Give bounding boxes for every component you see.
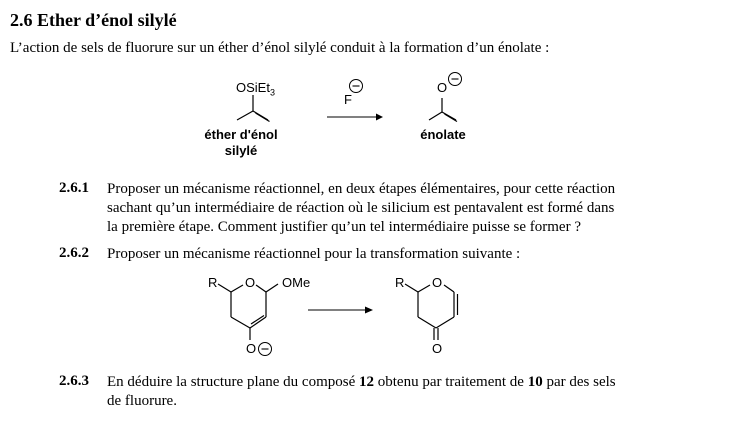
fluoride-label: F [344, 92, 352, 107]
question-number-2-6-3: 2.6.3 [59, 373, 89, 389]
ketone-oxygen-label: O [432, 341, 443, 356]
ring-oxygen-label: O [245, 275, 256, 290]
question-text-2-6-2: Proposer un mécanisme réactionnel pour la transformation suivante : [107, 246, 521, 262]
product-caption: énolate [420, 127, 466, 142]
r-substituent-label: R [208, 275, 218, 290]
reaction-arrow-1 [326, 112, 386, 122]
methoxy-label: OMe [282, 275, 311, 290]
question-number-2-6-2: 2.6.2 [59, 245, 89, 261]
intro-paragraph: L’action de sels de fluorure sur un éther d’énol silylé conduit à la formation d’un énolate : [10, 40, 550, 56]
question-text-2-6-1: Proposer un mécanisme réactionnel, en deux étapes élémentaires, pour cette réaction sachant qu’un intermédiaire de réaction où le silicium est pentavalent est formé dans la première étape. Comment justifier qu’un tel intermédiaire puisse se former ? [107, 181, 616, 235]
negative-charge-icon [257, 341, 273, 357]
product-ring-oxygen-label: O [432, 275, 443, 290]
question-number-2-6-1: 2.6.1 [59, 180, 89, 196]
reaction-arrow-2 [307, 305, 377, 315]
enolate-o-label: O [437, 80, 448, 95]
enolate-structure [420, 82, 480, 132]
negative-charge-icon [447, 71, 463, 87]
reactant-caption: éther d'énol silylé [204, 127, 278, 158]
product-r-label: R [395, 275, 405, 290]
question-text-2-6-3: En déduire la structure plane du composé 12 obtenu par traitement de 10 par des sels de fluorure. [107, 374, 616, 409]
enolate-oxygen-label: O [246, 341, 257, 356]
section-title: 2.6 Ether d’énol silylé [10, 10, 177, 30]
negative-charge-icon [348, 78, 364, 94]
osiet3-label: OSiEt$_3$ [236, 80, 275, 98]
